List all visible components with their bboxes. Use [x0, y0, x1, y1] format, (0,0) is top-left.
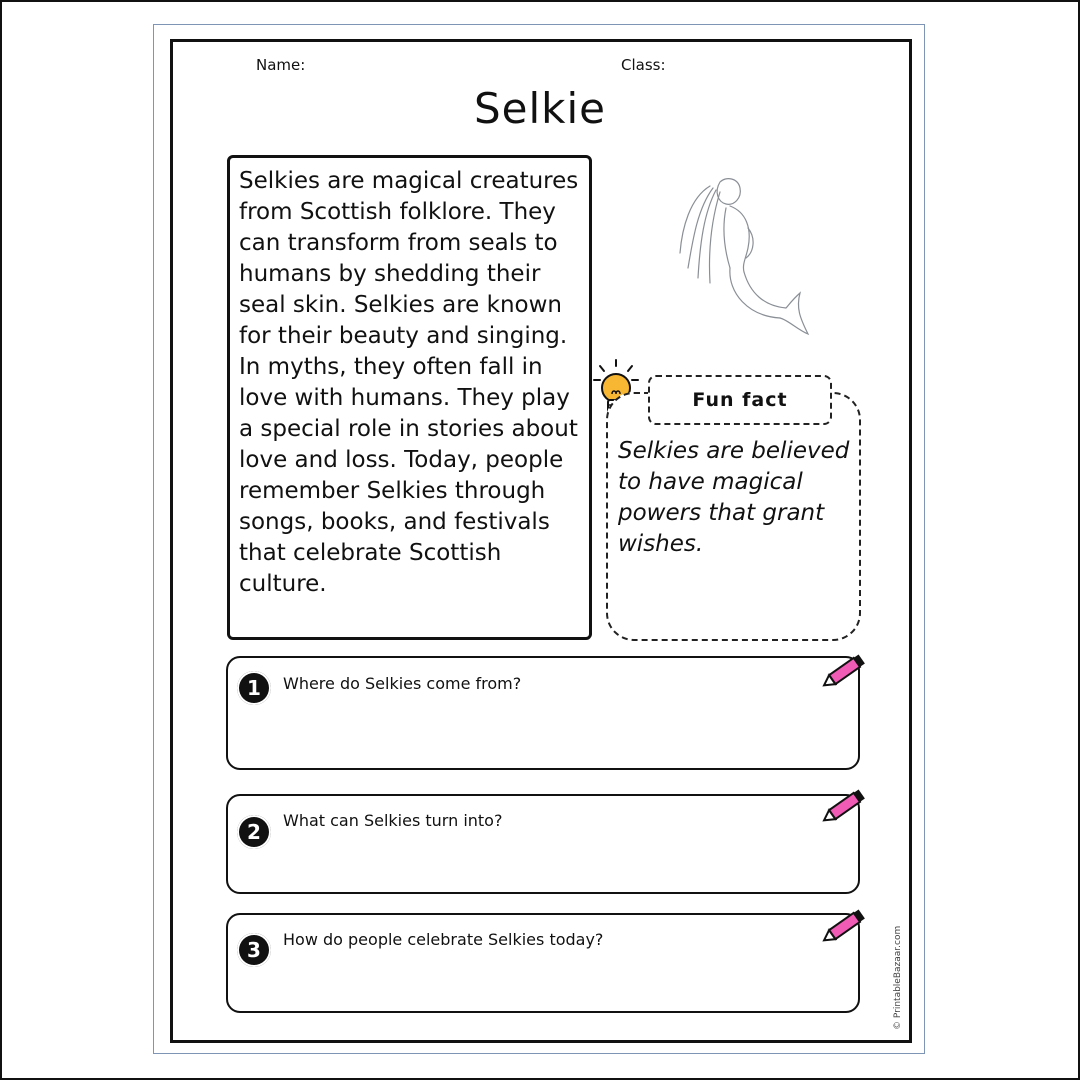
- question-number-badge-1: 1: [237, 671, 271, 705]
- selkie-illustration: [668, 168, 818, 343]
- question-answer-box-3[interactable]: [226, 913, 860, 1013]
- fun-fact-heading: Fun fact: [648, 375, 832, 425]
- reading-passage: Selkies are magical creatures from Scottish folklore. They can transform from seals to humans by shedding their seal skin. Selkies are known for their beauty and singing. In myths, they often fall in love with humans. They play a special role in stories about love and loss. Today, people remember Selkies through songs, books, and festivals that celebrate Scottish culture.: [239, 168, 579, 597]
- fun-fact-text: Selkies are believed to have magical powers that grant wishes.: [618, 438, 850, 557]
- question-text-3: How do people celebrate Selkies today?: [283, 930, 604, 949]
- question-number-badge-3: 3: [237, 933, 271, 967]
- pencil-icon: [818, 905, 870, 949]
- question-answer-box-2[interactable]: [226, 794, 860, 894]
- reading-passage-box: [227, 155, 592, 640]
- question-text-1: Where do Selkies come from?: [283, 674, 522, 693]
- page-title: Selkie: [474, 84, 606, 133]
- pencil-icon: [818, 785, 870, 829]
- pencil-icon: [818, 650, 870, 694]
- name-label: Name:: [256, 56, 306, 74]
- question-number-badge-2: 2: [237, 815, 271, 849]
- copyright-notice: © PrintableBazaar.com: [893, 925, 903, 1030]
- class-label: Class:: [621, 56, 666, 74]
- question-text-2: What can Selkies turn into?: [283, 811, 503, 830]
